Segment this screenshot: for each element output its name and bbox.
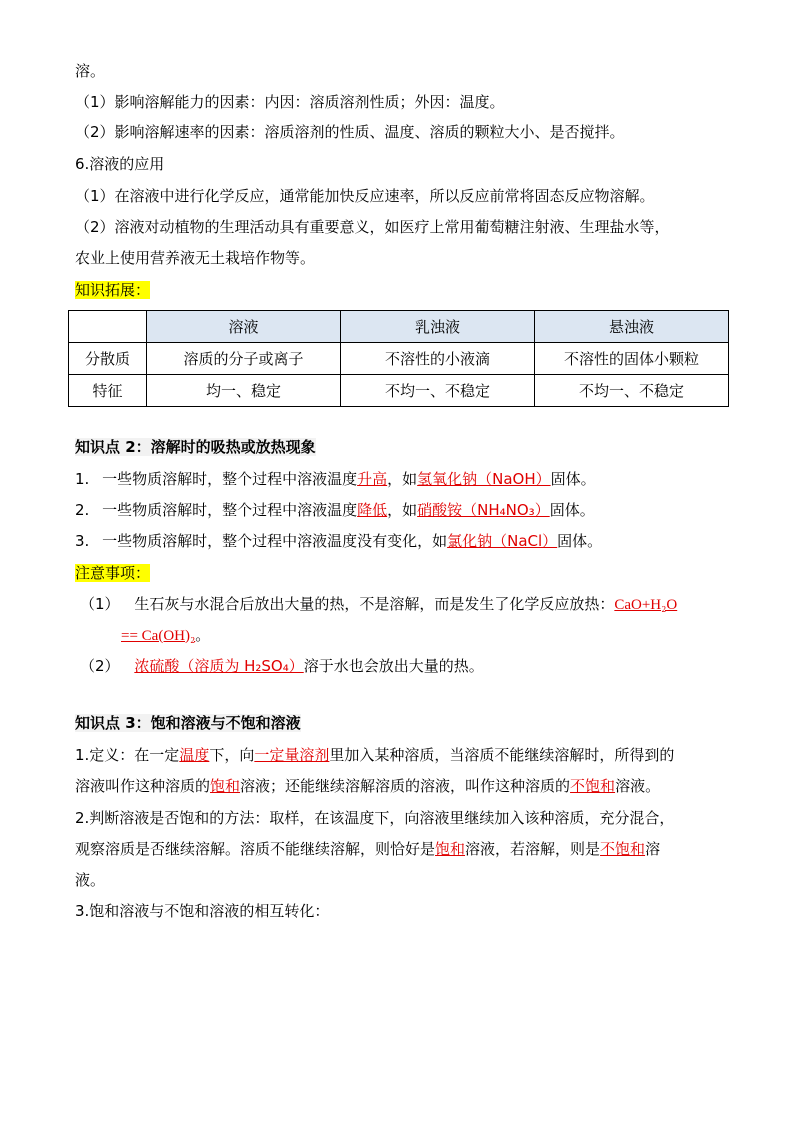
notice-label: 注意事项： [75, 564, 151, 582]
text: 里加入某种溶质，当溶质不能继续溶解时，所得到的 [329, 746, 675, 764]
notice-row [75, 563, 150, 583]
kp2-title: 知识点 2：溶解时的吸热或放热现象 [75, 438, 316, 456]
table-cell: 溶质的分子或离子 [147, 343, 341, 375]
text: 溶液，若溶解，则是 [465, 840, 601, 858]
table-cell: 特征 [69, 375, 147, 407]
text-line: （1）在溶液中进行化学反应，通常能加快反应速率，所以反应前常将固态反应物溶解。 [75, 187, 655, 205]
item-num: 1. [75, 470, 90, 488]
text: 溶液；还能继续溶解溶质的溶液，叫作这种溶质的 [240, 777, 571, 795]
text-line: 液。 [75, 871, 106, 889]
table-header-cell: 悬浊液 [535, 311, 729, 343]
text: 溶液叫作这种溶质的 [75, 777, 211, 795]
note-cont [121, 625, 210, 646]
kp2-title-row [75, 437, 316, 457]
kuozhan-label: 知识拓展： [75, 281, 151, 299]
note-text: 。 [195, 626, 211, 644]
text-line: 溶。 [75, 62, 106, 80]
text-line: 2.判断溶液是否饱和的方法：取样，在该温度下，向溶液里继续加入该种溶质，充分混合， [75, 809, 675, 827]
item-num: 3. [75, 532, 90, 550]
note-text: 生石灰与水混合后放出大量的热，不是溶解，而是发生了化学反应放热： [134, 595, 615, 613]
answer: 饱和 [435, 840, 466, 858]
note-item [80, 656, 484, 676]
equation: == Ca(OH)₂ [121, 628, 196, 644]
answer: 一定量溶剂 [254, 746, 330, 764]
table-cell: 不均一、不稳定 [341, 375, 535, 407]
item-text: 一些物质溶解时，整个过程中溶液温度没有变化，如 [102, 532, 448, 550]
text: 溶液。 [615, 777, 661, 795]
kp2-item [75, 531, 602, 551]
table-cell: 不溶性的固体小颗粒 [535, 343, 729, 375]
item-text: ，如 [387, 501, 418, 519]
text-line: 农业上使用营养液无土栽培作物等。 [75, 249, 316, 267]
text-line: （2）溶液对动植物的生理活动具有重要意义，如医疗上常用葡萄糖注射液、生理盐水等， [75, 218, 670, 236]
text-line [75, 839, 660, 859]
table-header-cell: 溶液 [147, 311, 341, 343]
table-cell: 不溶性的小液滴 [341, 343, 535, 375]
item-text: 固体。 [557, 532, 603, 550]
answer: 温度 [179, 746, 210, 764]
answer: 硝酸铵（NH₄NO₃） [417, 501, 550, 519]
kp3-title: 知识点 3：饱和溶液与不饱和溶液 [75, 714, 301, 732]
note-num: （1） [80, 595, 120, 613]
answer: 不饱和 [600, 840, 646, 858]
text: 观察溶质是否继续溶解。溶质不能继续溶解，则恰好是 [75, 840, 436, 858]
answer: 不饱和 [570, 777, 616, 795]
note-num: （2） [80, 657, 120, 675]
table-row [69, 375, 729, 407]
text: 溶 [645, 840, 661, 858]
answer: 浓硫酸（溶质为 H₂SO₄） [134, 657, 304, 675]
text-line: （2）影响溶解速率的因素：溶质溶剂的性质、温度、溶质的颗粒大小、是否搅拌。 [75, 123, 625, 141]
answer: 降低 [357, 501, 388, 519]
answer: 氢氧化钠（NaOH） [417, 470, 551, 488]
kp2-item [75, 500, 595, 520]
table-header-row [69, 311, 729, 343]
table-row [69, 343, 729, 375]
text: 下，向 [209, 746, 255, 764]
table-cell: 分散质 [69, 343, 147, 375]
item-num: 2. [75, 501, 90, 519]
kp3-title-row [75, 713, 301, 733]
table-cell: 不均一、不稳定 [535, 375, 729, 407]
table-cell: 均一、稳定 [147, 375, 341, 407]
equation: CaO+H₂O [614, 597, 678, 613]
text-line: 3.饱和溶液与不饱和溶液的相互转化： [75, 902, 330, 920]
item-text: 一些物质溶解时，整个过程中溶液温度 [102, 501, 358, 519]
answer: 升高 [357, 470, 388, 488]
text-line [75, 776, 660, 796]
text-line: （1）影响溶解能力的因素：内因：溶质溶剂性质；外因：温度。 [75, 93, 505, 111]
kp2-item [75, 469, 596, 489]
item-text: 一些物质溶解时，整个过程中溶液温度 [102, 470, 358, 488]
table-header-cell: 乳浊液 [341, 311, 535, 343]
item-text: 固体。 [549, 501, 595, 519]
note-item [80, 594, 677, 615]
answer: 氯化钠（NaCl） [447, 532, 558, 550]
item-text: ，如 [387, 470, 418, 488]
section-heading: 6.溶液的应用 [75, 155, 165, 173]
answer: 饱和 [210, 777, 241, 795]
kuozhan-row [75, 280, 150, 300]
text: 1.定义：在一定 [75, 746, 180, 764]
item-text: 固体。 [550, 470, 596, 488]
text-line [75, 745, 674, 765]
comparison-table [68, 310, 729, 407]
note-text: 溶于水也会放出大量的热。 [303, 657, 484, 675]
table-header-cell [69, 311, 147, 343]
